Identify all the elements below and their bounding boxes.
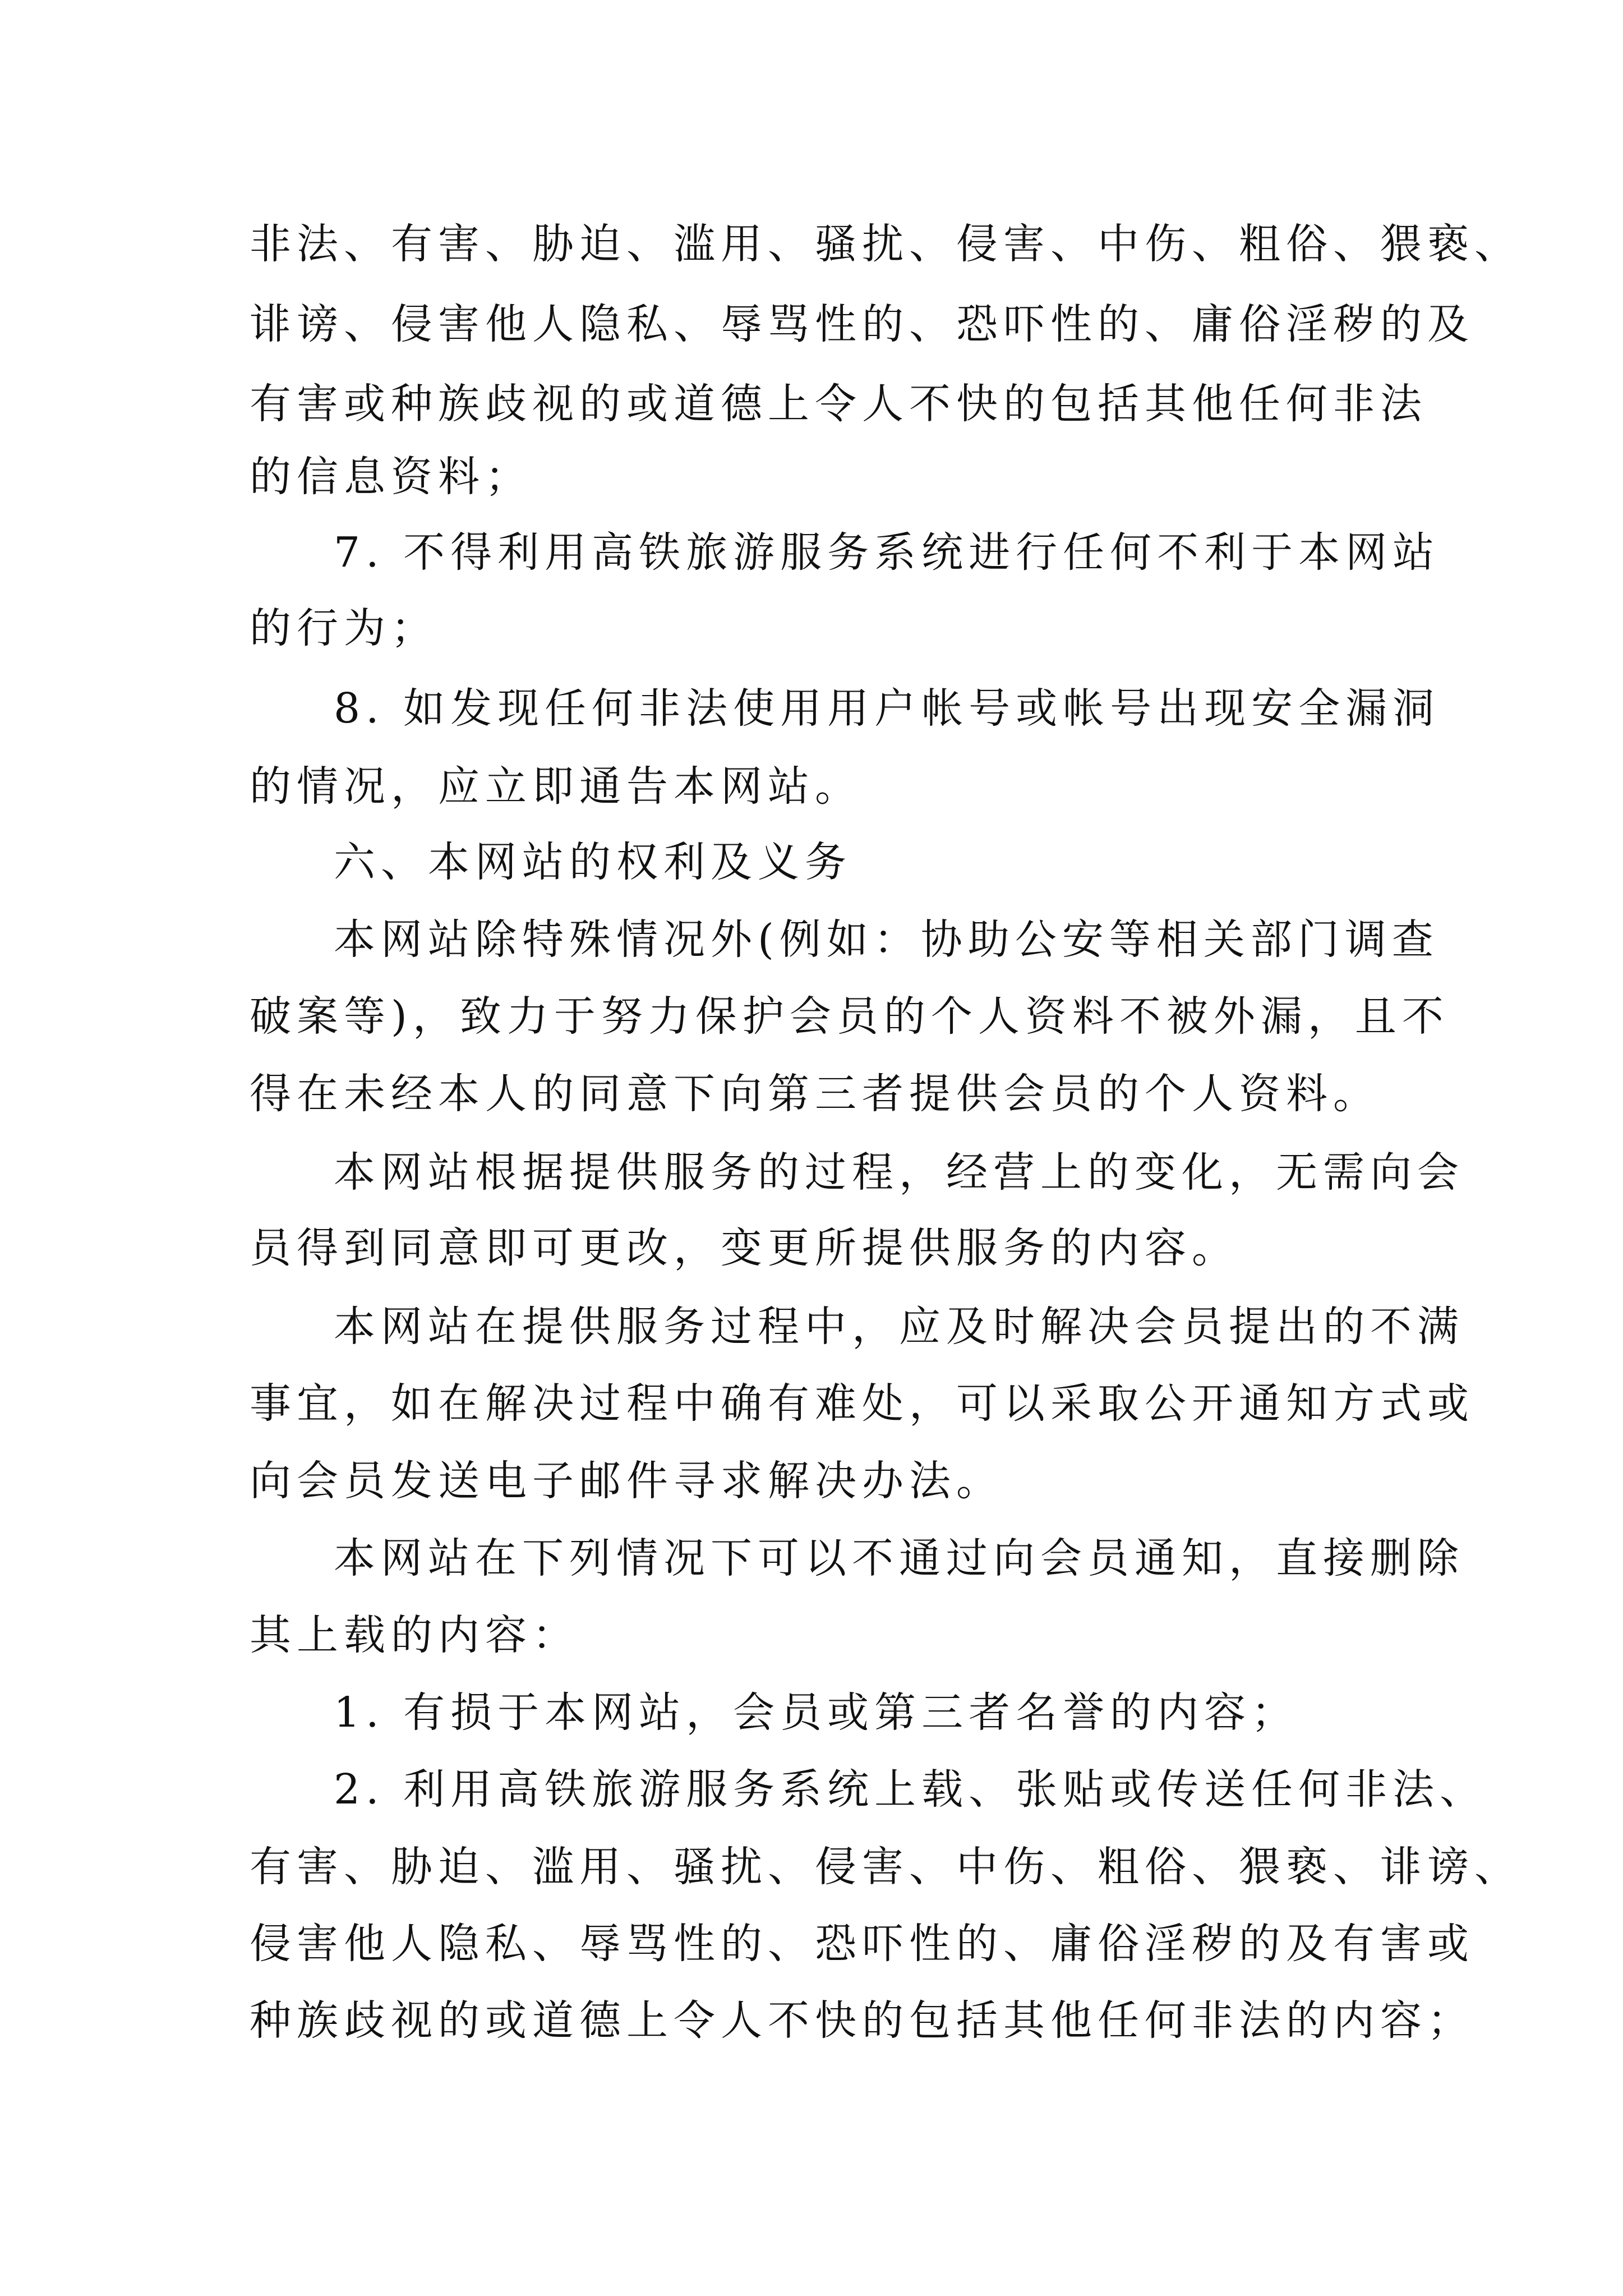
list-item-8: 8. 如发现任何非法使用用户帐号或帐号出现安全漏洞: [334, 684, 1440, 733]
section-heading: 六、本网站的权利及义务: [334, 838, 852, 886]
paragraph-line: 本网站根据提供服务的过程，经营上的变化，无需向会: [334, 1148, 1464, 1197]
paragraph-line: 诽谤、侵害他人隐私、辱骂性的、恐吓性的、庸俗淫秽的及: [250, 300, 1474, 348]
paragraph-line: 的信息资料；: [250, 453, 532, 501]
list-item-7: 7. 不得利用高铁旅游服务系统进行任何不利于本网站: [334, 528, 1440, 577]
paragraph-line: 侵害他人隐私、辱骂性的、恐吓性的、庸俗淫秽的及有害或: [250, 1920, 1474, 1968]
paragraph-line: 非法、有害、胁迫、滥用、骚扰、侵害、中伤、粗俗、猥亵、: [250, 220, 1521, 268]
paragraph-line: 员得到同意即可更改，变更所提供服务的内容。: [250, 1224, 1239, 1272]
paragraph-line: 本网站在下列情况下可以不通过向会员通知，直接删除: [334, 1534, 1464, 1582]
list-item-2: 2. 利用高铁旅游服务系统上载、张贴或传送任何非法、: [334, 1765, 1487, 1814]
list-item-1: 1. 有损于本网站，会员或第三者名誉的内容；: [334, 1688, 1299, 1737]
paragraph-line: 的行为；: [250, 604, 438, 652]
paragraph-line: 本网站除特殊情况外(例如：协助公安等相关部门调查: [334, 915, 1439, 964]
paragraph-line: 得在未经本人的同意下向第三者提供会员的个人资料。: [250, 1070, 1380, 1118]
paragraph-line: 其上载的内容：: [250, 1611, 579, 1659]
paragraph-line: 向会员发送电子邮件寻求解决办法。: [250, 1457, 1003, 1505]
paragraph-line: 本网站在提供服务过程中，应及时解决会员提出的不满: [334, 1303, 1464, 1351]
paragraph-line: 的情况，应立即通告本网站。: [250, 762, 862, 811]
paragraph-line: 事宜，如在解决过程中确有难处，可以采取公开通知方式或: [250, 1379, 1474, 1428]
paragraph-line: 破案等)，致力于努力保护会员的个人资料不被外漏，且不: [250, 992, 1449, 1041]
paragraph-line: 有害或种族歧视的或道德上令人不快的包括其他任何非法: [250, 380, 1427, 428]
paragraph-line: 种族歧视的或道德上令人不快的包括其他任何非法的内容；: [250, 1996, 1474, 2045]
paragraph-line: 有害、胁迫、滥用、骚扰、侵害、中伤、粗俗、猥亵、诽谤、: [250, 1843, 1521, 1891]
